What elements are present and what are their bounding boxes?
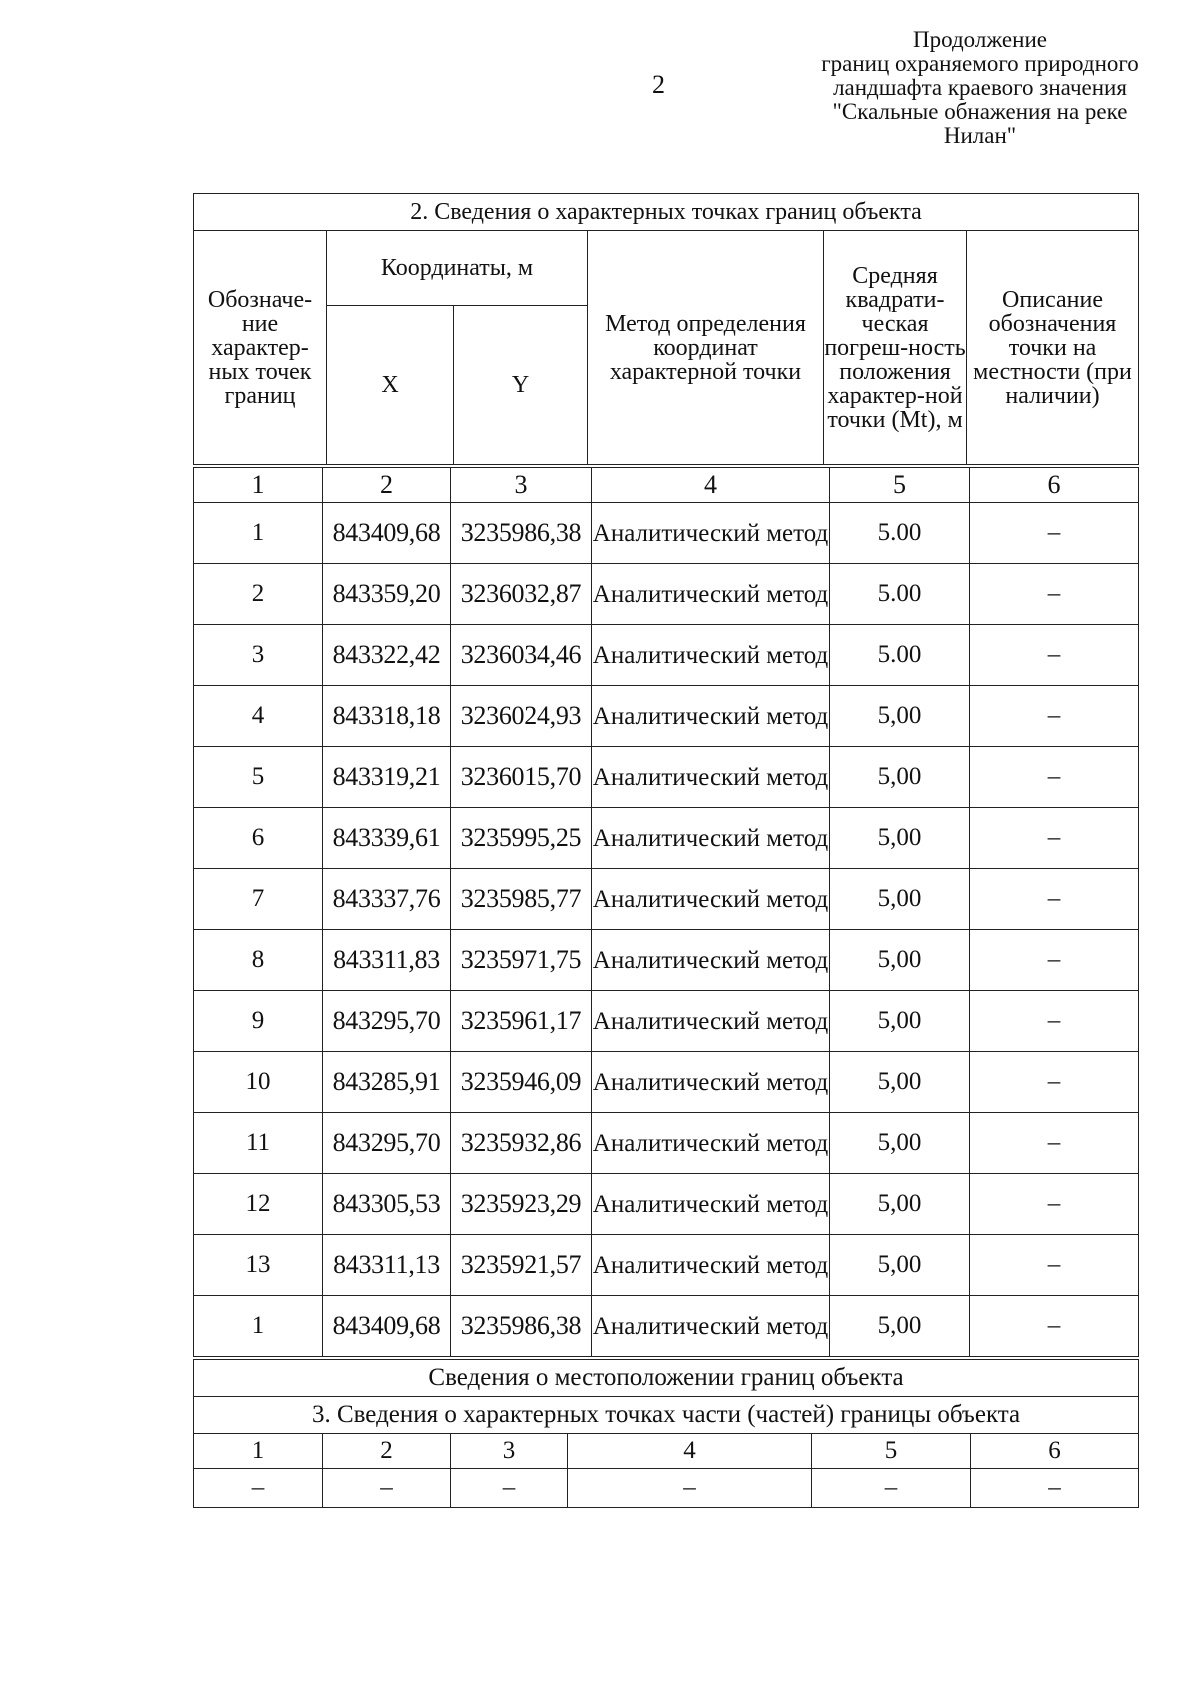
point-row [194,747,1139,808]
header-line: Продолжение [913,27,1047,52]
error-value-cell: 5,00 [830,869,970,930]
x-coordinate-cell: 843318,18 [323,686,451,747]
method-cell: Аналитический метод [592,869,830,930]
column-number: 3 [451,1434,568,1469]
x-coordinate-cell: 843311,83 [323,930,451,991]
point-row [194,991,1139,1052]
header-line: ландшафта краевого значения [833,75,1127,100]
description-cell: – [970,686,1139,747]
x-coordinate-cell: 843339,61 [323,808,451,869]
error-value-cell: 5,00 [830,930,970,991]
method-cell: Аналитический метод [592,1113,830,1174]
description-cell: – [970,1296,1139,1357]
empty-cell: – [323,1469,451,1508]
empty-cell: – [812,1469,971,1508]
header-line: "Скальные обнажения на реке [832,99,1128,124]
points-table-body [194,468,1139,1357]
column-number: 2 [323,1434,451,1469]
point-number-cell: 12 [194,1174,323,1235]
method-cell: Аналитический метод [592,1052,830,1113]
description-cell: – [970,625,1139,686]
y-coordinate-cell: 3235923,29 [451,1174,592,1235]
x-coordinate-cell: 843285,91 [323,1052,451,1113]
x-coordinate-cell: 843295,70 [323,1113,451,1174]
x-coordinate-cell: 843409,68 [323,1296,451,1357]
method-cell: Аналитический метод [592,808,830,869]
point-row [194,625,1139,686]
error-value-cell: 5.00 [830,564,970,625]
section3-empty-row [194,1469,1139,1508]
point-number-cell: 6 [194,808,323,869]
method-cell: Аналитический метод [592,503,830,564]
point-row [194,686,1139,747]
method-cell: Аналитический метод [592,1174,830,1235]
section2-title: 2. Сведения о характерных точках границ объекта [194,194,1139,231]
description-cell: – [970,869,1139,930]
point-row [194,564,1139,625]
error-value-cell: 5.00 [830,503,970,564]
point-number-cell: 1 [194,503,323,564]
method-cell: Аналитический метод [592,747,830,808]
description-cell: – [970,1052,1139,1113]
description-cell: – [970,930,1139,991]
y-coordinate-cell: 3235921,57 [451,1235,592,1296]
column-number: 4 [592,468,830,503]
method-cell: Аналитический метод [592,1235,830,1296]
point-row [194,1296,1139,1357]
col-coords-header: Координаты, м [327,231,588,306]
description-cell: – [970,1113,1139,1174]
y-coordinate-cell: 3236024,93 [451,686,592,747]
section3-column-number-row [194,1434,1139,1469]
point-row [194,869,1139,930]
point-row [194,1174,1139,1235]
header-line: Нилан" [943,123,1017,148]
x-coordinate-cell: 843359,20 [323,564,451,625]
point-row [194,1235,1139,1296]
point-row [194,503,1139,564]
y-coordinate-cell: 3235932,86 [451,1113,592,1174]
column-number: 4 [568,1434,812,1469]
description-cell: – [970,808,1139,869]
document-header [790,28,1170,148]
x-coordinate-cell: 843311,13 [323,1235,451,1296]
boundary-points-sheet [193,193,1138,1508]
method-cell: Аналитический метод [592,625,830,686]
error-value-cell: 5,00 [830,1235,970,1296]
y-coordinate-cell: 3235961,17 [451,991,592,1052]
x-coordinate-cell: 843305,53 [323,1174,451,1235]
point-row [194,1113,1139,1174]
description-cell: – [970,747,1139,808]
column-number: 6 [970,468,1139,503]
empty-cell: – [451,1469,568,1508]
x-coordinate-cell: 843319,21 [323,747,451,808]
method-cell: Аналитический метод [592,991,830,1052]
y-coordinate-cell: 3235986,38 [451,1296,592,1357]
col-method-header: Метод определения координат характерной точки [588,231,824,465]
point-number-cell: 8 [194,930,323,991]
column-number-row [194,468,1139,503]
x-coordinate-cell: 843409,68 [323,503,451,564]
y-coordinate-cell: 3236032,87 [451,564,592,625]
section2-header-table [193,193,1139,465]
empty-cell: – [568,1469,812,1508]
description-cell: – [970,1174,1139,1235]
location-title: Сведения о местоположении границ объекта [194,1360,1139,1397]
error-value-cell: 5,00 [830,991,970,1052]
error-value-cell: 5,00 [830,747,970,808]
col-error-header: Средняя квадрати-ческая погреш-ность положения характер-ной точки (Mt), м [824,231,967,465]
description-cell: – [970,991,1139,1052]
section3-title: 3. Сведения о характерных точках части (частей) границы объекта [194,1397,1139,1434]
y-coordinate-cell: 3236015,70 [451,747,592,808]
column-number: 1 [194,468,323,503]
col-description-header: Описание обозначения точки на местности (при наличии) [967,231,1139,465]
point-number-cell: 10 [194,1052,323,1113]
point-number-cell: 4 [194,686,323,747]
description-cell: – [970,503,1139,564]
section3-table [193,1359,1139,1508]
empty-cell: – [971,1469,1139,1508]
column-number: 1 [194,1434,323,1469]
col-designation-header: Обозначе-ние характер-ных точек границ [194,231,327,465]
point-number-cell: 3 [194,625,323,686]
y-coordinate-cell: 3235985,77 [451,869,592,930]
point-row [194,1052,1139,1113]
error-value-cell: 5.00 [830,625,970,686]
column-number: 2 [323,468,451,503]
description-cell: – [970,1235,1139,1296]
column-number: 3 [451,468,592,503]
description-cell: – [970,564,1139,625]
point-number-cell: 5 [194,747,323,808]
col-x-header: X [327,306,454,465]
point-number-cell: 1 [194,1296,323,1357]
page-number: 2 [652,70,665,99]
point-row [194,930,1139,991]
error-value-cell: 5,00 [830,1296,970,1357]
col-y-header: Y [454,306,588,465]
method-cell: Аналитический метод [592,564,830,625]
method-cell: Аналитический метод [592,686,830,747]
point-number-cell: 11 [194,1113,323,1174]
error-value-cell: 5,00 [830,808,970,869]
error-value-cell: 5,00 [830,1052,970,1113]
y-coordinate-cell: 3236034,46 [451,625,592,686]
point-number-cell: 9 [194,991,323,1052]
point-number-cell: 13 [194,1235,323,1296]
method-cell: Аналитический метод [592,930,830,991]
y-coordinate-cell: 3235971,75 [451,930,592,991]
y-coordinate-cell: 3235946,09 [451,1052,592,1113]
column-number: 5 [812,1434,971,1469]
point-row [194,808,1139,869]
section2-points-table [193,467,1139,1357]
error-value-cell: 5,00 [830,686,970,747]
point-number-cell: 7 [194,869,323,930]
column-number: 5 [830,468,970,503]
error-value-cell: 5,00 [830,1113,970,1174]
x-coordinate-cell: 843337,76 [323,869,451,930]
y-coordinate-cell: 3235995,25 [451,808,592,869]
error-value-cell: 5,00 [830,1174,970,1235]
y-coordinate-cell: 3235986,38 [451,503,592,564]
header-line: границ охраняемого природного [821,51,1139,76]
method-cell: Аналитический метод [592,1296,830,1357]
x-coordinate-cell: 843295,70 [323,991,451,1052]
column-number: 6 [971,1434,1139,1469]
point-number-cell: 2 [194,564,323,625]
x-coordinate-cell: 843322,42 [323,625,451,686]
empty-cell: – [194,1469,323,1508]
